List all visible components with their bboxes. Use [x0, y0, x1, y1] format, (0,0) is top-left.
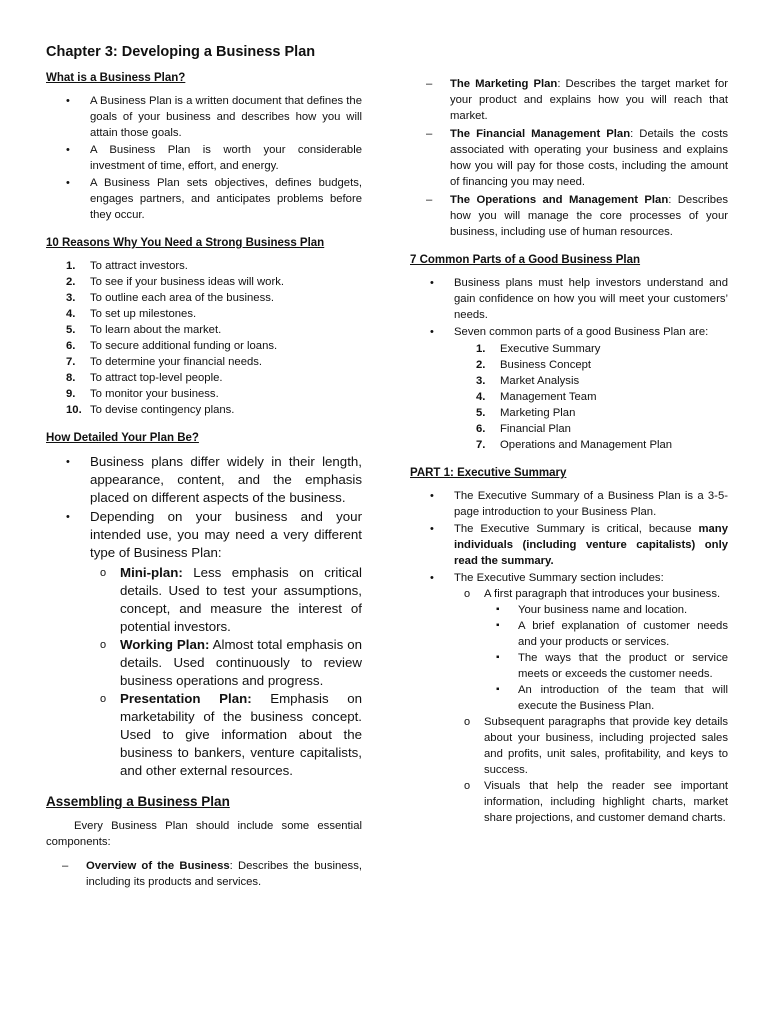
- list-item: • Business plans differ widely in their length, appearance, content, and the emphasis placed on different aspects of the business.: [46, 453, 362, 507]
- list-item: 6. Financial Plan: [476, 423, 571, 435]
- list-item: 5. Marketing Plan: [476, 407, 576, 419]
- list-item: 9. To monitor your business.: [66, 388, 219, 400]
- heading-seven-parts: 7 Common Parts of a Good Business Plan: [410, 254, 641, 266]
- section-executive-summary: [410, 467, 728, 826]
- sub-item: o Subsequent paragraphs that provide key details about your business, including projected sales and profits, unit sales, profitability, and keys to success.: [454, 714, 728, 778]
- section-reasons: [46, 237, 362, 418]
- list-item: • A Business Plan sets objectives, defines budgets, engages partners, and anticipates problems before they occur.: [46, 175, 362, 223]
- list-item: 2. To see if your business ideas will work.: [66, 276, 285, 288]
- list-item: 5. To learn about the market.: [66, 324, 222, 336]
- plan-type-item: o Mini-plan: Less emphasis on critical details. Used to test your assumptions, concept, and measure the interest of potential investors.: [90, 564, 362, 636]
- list-item: 4. Management Team: [476, 391, 597, 403]
- section-what-is: [46, 72, 362, 223]
- list-item: • A Business Plan is worth your considerable investment of time, effort, and energy.: [46, 142, 362, 174]
- list-item: 3. Market Analysis: [476, 375, 580, 387]
- list-item: • Seven common parts of a good Business Plan are:: [410, 324, 728, 340]
- list-item: • The Executive Summary of a Business Plan is a 3-5-page introduction to your Business Plan.: [410, 488, 728, 520]
- sub-item: o Visuals that help the reader see important information, including highlight charts, market share projections, and customer demand charts.: [454, 778, 728, 826]
- heading-what-is: What is a Business Plan?: [46, 72, 186, 84]
- list-item: • Depending on your business and your intended use, you may need a very different type of Business Plan: o Mini-plan: Less emphasis on critical details. Used to test your assumptions, concept, and measure the interest of potential investors. o Working Plan: Almost total emphasis on details. Used continuously to review business operations and progress. o Presentation Plan: Emphasis on marketability of the business concept. Used to give information about the business to bankers, venture capitalists, and other external resources.: [46, 508, 362, 780]
- list-item: • Business plans must help investors understand and gain confidence on how you will meet your customers’ needs.: [410, 275, 728, 323]
- detail-item: ▪ An introduction of the team that will execute the Business Plan.: [484, 682, 728, 714]
- plan-type-item: o Presentation Plan: Emphasis on marketability of the business concept. Used to give information about the business to bankers, venture capitalists, and other external resources.: [90, 690, 362, 780]
- component-item: – The Marketing Plan: Describes the target market for your product and explains how you will reach that market.: [410, 76, 728, 124]
- list-item: 6. To secure additional funding or loans.: [66, 340, 278, 352]
- heading-executive-summary: PART 1: Executive Summary: [410, 467, 567, 479]
- right-column: [410, 76, 728, 904]
- list-item: 7. To determine your financial needs.: [66, 356, 263, 368]
- list-item: 1. Executive Summary: [476, 343, 601, 355]
- list-item: 2. Business Concept: [476, 359, 592, 371]
- page-title: Chapter 3: Developing a Business Plan: [46, 44, 316, 60]
- list-item: 10. To devise contingency plans.: [66, 404, 235, 416]
- detail-item: ▪ The ways that the product or service meets or exceeds the customer needs.: [484, 650, 728, 682]
- plan-type-item: o Working Plan: Almost total emphasis on details. Used continuously to review business operations and progress.: [90, 636, 362, 690]
- heading-how-detailed: How Detailed Your Plan Be?: [46, 432, 199, 444]
- list-item: 3. To outline each area of the business.: [66, 292, 275, 304]
- sub-item: o A first paragraph that introduces your business. ▪ Your business name and location. ▪ A brief explanation of customer needs and your products or services. ▪ The ways that the product or service meets or exceeds the customer needs. ▪ An introduction of the team that will execute the Business Plan.: [454, 586, 728, 714]
- list-item: 4. To set up milestones.: [66, 308, 197, 320]
- heading-assembling: Assembling a Business Plan: [46, 794, 230, 809]
- component-item: – The Operations and Management Plan: Describes how you will manage the core processes of your business, including use of human resources.: [410, 192, 728, 240]
- assembling-intro: Every Business Plan should include some essential components:: [46, 820, 362, 848]
- list-item: 1. To attract investors.: [66, 260, 188, 272]
- detail-item: ▪ Your business name and location.: [484, 602, 728, 618]
- detail-item: ▪ A brief explanation of customer needs and your products or services.: [484, 618, 728, 650]
- list-item: • The Executive Summary is critical, because many individuals (including venture capitalists) only read the summary.: [410, 521, 728, 569]
- section-how-detailed: [46, 432, 362, 780]
- heading-reasons: 10 Reasons Why You Need a Strong Business Plan: [46, 237, 325, 249]
- section-assembling: [46, 794, 362, 890]
- list-item: 7. Operations and Management Plan: [476, 439, 673, 451]
- section-seven-parts: [410, 254, 728, 453]
- left-column: [46, 44, 362, 904]
- component-item: – The Financial Management Plan: Details the costs associated with operating your business and explains how you will pay for those costs, including the amount of financing you may need.: [410, 126, 728, 190]
- list-item: • The Executive Summary section includes: o A first paragraph that introduces your business. ▪ Your business name and location. ▪ A brief explanation of customer needs and your products or services. ▪ The ways that the product or service meets or exceeds the customer needs. ▪ An introduction of the team that will execute the Business Plan. o Subsequent paragraphs that provide key details about your business, including projected sales and profits, unit sales, profitability, and keys to success. o Visuals that help the reader see important information, including highlight charts, market share projections, and customer demand charts.: [410, 570, 728, 826]
- list-item: • A Business Plan is a written document that defines the goals of your business and describes how you will attain those goals.: [46, 93, 362, 141]
- component-item: – Overview of the Business: Describes the business, including its products and services.: [46, 858, 362, 890]
- section-components-cont: [410, 76, 728, 240]
- list-item: 8. To attract top-level people.: [66, 372, 223, 384]
